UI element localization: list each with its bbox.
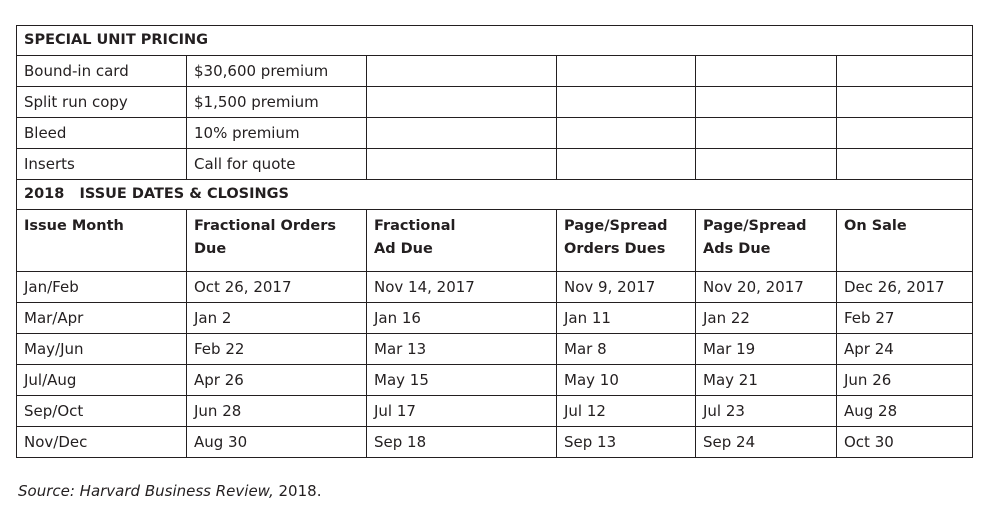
issue-month-cell: May/Jun: [17, 334, 187, 365]
empty-cell: [837, 118, 973, 149]
issue-month-cell: Jan/Feb: [17, 272, 187, 303]
column-header-line1: On Sale: [844, 218, 907, 234]
issue-dates-title: 2018 ISSUE DATES & CLOSINGS: [17, 180, 973, 210]
special-pricing-row: [17, 149, 973, 180]
date-cell: Sep 13: [557, 427, 696, 458]
special-pricing-row: [17, 118, 973, 149]
issue-month-cell: Jul/Aug: [17, 365, 187, 396]
issue-row: [17, 334, 973, 365]
date-cell: Jan 11: [557, 303, 696, 334]
column-header-line1: Page/Spread: [703, 218, 807, 234]
date-cell: Feb 27: [837, 303, 973, 334]
column-header-line1: Fractional Orders: [194, 218, 336, 234]
pricing-table: [16, 25, 973, 458]
special-pricing-row: [17, 56, 973, 87]
empty-cell: [696, 118, 837, 149]
date-cell: Jul 17: [367, 396, 557, 427]
issue-row: [17, 272, 973, 303]
date-cell: Nov 20, 2017: [696, 272, 837, 303]
date-cell: Sep 24: [696, 427, 837, 458]
issue-dates-header-row: [17, 180, 973, 210]
column-header-row: [17, 210, 973, 272]
date-cell: Jan 16: [367, 303, 557, 334]
date-cell: Aug 28: [837, 396, 973, 427]
pricing-item-cell: Bound-in card: [17, 56, 187, 87]
date-cell: May 10: [557, 365, 696, 396]
date-cell: Jun 26: [837, 365, 973, 396]
column-header: [696, 210, 837, 272]
empty-cell: [696, 149, 837, 180]
empty-cell: [837, 87, 973, 118]
source-caption: [18, 482, 321, 501]
empty-cell: [696, 56, 837, 87]
empty-cell: [837, 56, 973, 87]
source-prefix: Source: Harvard Business Review,: [18, 482, 274, 500]
date-cell: Dec 26, 2017: [837, 272, 973, 303]
pricing-value-cell: $30,600 premium: [187, 56, 367, 87]
date-cell: Aug 30: [187, 427, 367, 458]
date-cell: Oct 26, 2017: [187, 272, 367, 303]
column-header: [557, 210, 696, 272]
date-cell: Jan 2: [187, 303, 367, 334]
empty-cell: [557, 56, 696, 87]
date-cell: Sep 18: [367, 427, 557, 458]
empty-cell: [367, 149, 557, 180]
date-cell: Oct 30: [837, 427, 973, 458]
pricing-item-cell: Inserts: [17, 149, 187, 180]
empty-cell: [367, 118, 557, 149]
date-cell: Jul 23: [696, 396, 837, 427]
date-cell: Mar 8: [557, 334, 696, 365]
column-header: [367, 210, 557, 272]
pricing-item-cell: Bleed: [17, 118, 187, 149]
date-cell: Nov 14, 2017: [367, 272, 557, 303]
date-cell: Jul 12: [557, 396, 696, 427]
issue-month-cell: Nov/Dec: [17, 427, 187, 458]
empty-cell: [557, 149, 696, 180]
pricing-item-cell: Split run copy: [17, 87, 187, 118]
column-header-line2: Orders Dues: [564, 241, 666, 257]
pricing-value-cell: $1,500 premium: [187, 87, 367, 118]
date-cell: May 21: [696, 365, 837, 396]
date-cell: Apr 26: [187, 365, 367, 396]
issue-row: [17, 427, 973, 458]
date-cell: Feb 22: [187, 334, 367, 365]
empty-cell: [557, 87, 696, 118]
pricing-value-cell: 10% premium: [187, 118, 367, 149]
issue-row: [17, 365, 973, 396]
column-header: [837, 210, 973, 272]
date-cell: Jan 22: [696, 303, 837, 334]
column-header-line1: Page/Spread: [564, 218, 668, 234]
table-body: [17, 26, 973, 458]
source-suffix: 2018.: [273, 482, 322, 500]
issue-month-cell: Mar/Apr: [17, 303, 187, 334]
column-header-line2: Due: [194, 241, 227, 257]
issue-month-cell: Sep/Oct: [17, 396, 187, 427]
special-pricing-title: SPECIAL UNIT PRICING: [17, 26, 973, 56]
special-pricing-row: [17, 87, 973, 118]
column-header-line1: Issue Month: [24, 218, 124, 234]
date-cell: Mar 19: [696, 334, 837, 365]
special-pricing-header-row: [17, 26, 973, 56]
empty-cell: [696, 87, 837, 118]
date-cell: Nov 9, 2017: [557, 272, 696, 303]
column-header-line2: Ad Due: [374, 241, 433, 257]
empty-cell: [837, 149, 973, 180]
pricing-value-cell: Call for quote: [187, 149, 367, 180]
date-cell: Apr 24: [837, 334, 973, 365]
date-cell: May 15: [367, 365, 557, 396]
issue-row: [17, 396, 973, 427]
column-header: [187, 210, 367, 272]
column-header-line1: Fractional: [374, 218, 456, 234]
issue-row: [17, 303, 973, 334]
date-cell: Mar 13: [367, 334, 557, 365]
column-header: [17, 210, 187, 272]
empty-cell: [367, 87, 557, 118]
column-header-line2: Ads Due: [703, 241, 771, 257]
empty-cell: [557, 118, 696, 149]
empty-cell: [367, 56, 557, 87]
date-cell: Jun 28: [187, 396, 367, 427]
